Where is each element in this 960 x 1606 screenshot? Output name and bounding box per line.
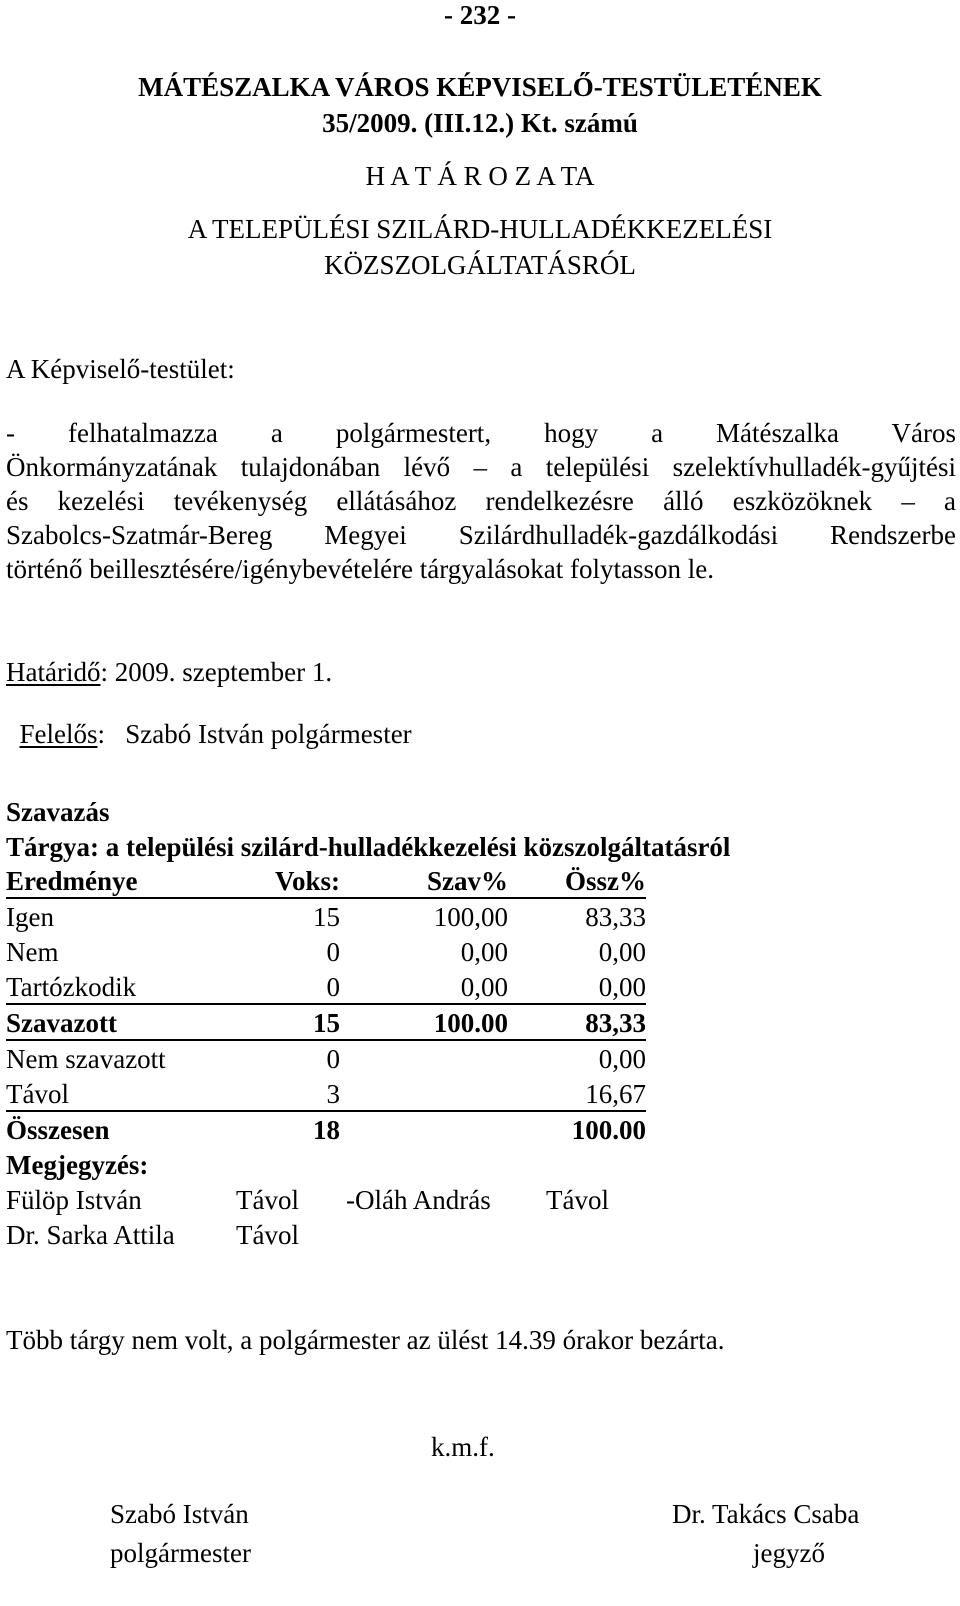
row-label: Összesen bbox=[6, 1115, 110, 1145]
note-status: Távol bbox=[236, 1220, 299, 1250]
cell-votes: 0 bbox=[326, 937, 340, 967]
responsible-line bbox=[6, 694, 412, 748]
table-row bbox=[6, 934, 646, 970]
cell-votes: 3 bbox=[326, 1079, 340, 1109]
column-header: Szav% bbox=[427, 866, 508, 896]
note-status: Távol bbox=[236, 1185, 299, 1215]
cell-total-percent: 100.00 bbox=[571, 1115, 646, 1145]
row-label: Nem bbox=[6, 937, 59, 967]
column-header: Eredménye bbox=[6, 866, 138, 896]
cell-total-percent: 16,67 bbox=[585, 1079, 646, 1109]
column-header: Össz% bbox=[565, 866, 646, 896]
cell-total-percent: 0,00 bbox=[598, 937, 646, 967]
cell-votes: 15 bbox=[313, 1008, 340, 1038]
resolution-number: 35/2009. (III.12.) Kt. számú bbox=[322, 108, 638, 138]
signature-right-title: jegyző bbox=[753, 1538, 825, 1568]
cell-vote-percent: 100.00 bbox=[433, 1008, 508, 1038]
deadline-label: Határidő bbox=[6, 657, 101, 687]
deadline-line bbox=[6, 659, 332, 686]
intro-text: A Képviselő-testület: bbox=[6, 354, 235, 384]
row-label: Igen bbox=[6, 902, 54, 932]
cell-votes: 18 bbox=[313, 1115, 340, 1145]
responsible-label: Felelős bbox=[19, 719, 98, 749]
row-label: Nem szavazott bbox=[6, 1044, 166, 1074]
note-name: Dr. Sarka Attila bbox=[6, 1220, 175, 1250]
paragraph-line: és kezelési tevékenység ellátásához rendelkezésre álló eszközöknek – a bbox=[6, 486, 956, 516]
table-row bbox=[6, 1005, 646, 1041]
cell-vote-percent: 100,00 bbox=[433, 902, 508, 932]
paragraph-line: történő beillesztésére/igénybevételére tárgyalásokat folytasson le. bbox=[6, 554, 714, 584]
resolution-title-line2: KÖZSZOLGÁLTATÁSRÓL bbox=[324, 250, 636, 280]
table-row bbox=[6, 1076, 646, 1112]
cell-total-percent: 0,00 bbox=[598, 1044, 646, 1074]
cell-votes: 0 bbox=[326, 1044, 340, 1074]
paragraph-line: Önkormányzatának tulajdonában lévő – a települési szelektívhulladék-gyűjtési bbox=[6, 452, 956, 482]
cell-vote-percent: 0,00 bbox=[460, 972, 508, 1002]
signature-left-title: polgármester bbox=[110, 1538, 251, 1568]
table-row bbox=[6, 1041, 646, 1077]
vote-heading: Szavazás bbox=[6, 797, 110, 827]
cell-vote-percent: 0,00 bbox=[460, 937, 508, 967]
table-row bbox=[6, 969, 646, 1005]
responsible-value: : Szabó István polgármester bbox=[97, 719, 412, 749]
deadline-value: : 2009. szeptember 1. bbox=[100, 657, 333, 687]
paragraph-line: Szabolcs-Szatmár-Bereg Megyei Szilárdhulladék-gazdálkodási Rendszerbe bbox=[6, 520, 956, 550]
note-name: Fülöp István bbox=[6, 1185, 142, 1215]
cell-total-percent: 83,33 bbox=[585, 1008, 646, 1038]
resolution-title-line1: A TELEPÜLÉSI SZILÁRD-HULLADÉKKEZELÉSI bbox=[187, 214, 773, 244]
table-row bbox=[6, 1112, 646, 1148]
signature-right-name: Dr. Takács Csaba bbox=[672, 1499, 860, 1529]
cell-votes: 0 bbox=[326, 972, 340, 1002]
note-status: Távol bbox=[546, 1185, 609, 1215]
paragraph-line: - felhatalmazza a polgármestert, hogy a Mátészalka Város bbox=[6, 418, 956, 448]
row-label: Távol bbox=[6, 1079, 69, 1109]
page-number: - 232 - bbox=[444, 0, 516, 30]
notes-label: Megjegyzés: bbox=[6, 1150, 149, 1180]
row-label: Szavazott bbox=[6, 1008, 117, 1038]
resolution-label: H A T Á R O Z A TA bbox=[365, 161, 595, 191]
row-label: Tartózkodik bbox=[6, 972, 137, 1002]
table-row bbox=[6, 899, 646, 935]
note-name: -Oláh András bbox=[346, 1185, 491, 1215]
column-header: Voks: bbox=[274, 866, 340, 896]
cell-total-percent: 0,00 bbox=[598, 972, 646, 1002]
vote-subject: Tárgya: a települési szilárd-hulladékkezelési közszolgáltatásról bbox=[6, 832, 731, 862]
cell-total-percent: 83,33 bbox=[585, 902, 646, 932]
kmf-label: k.m.f. bbox=[431, 1432, 495, 1462]
cell-votes: 15 bbox=[313, 902, 340, 932]
vote-table-header bbox=[6, 863, 646, 899]
council-name: MÁTÉSZALKA VÁROS KÉPVISELŐ-TESTÜLETÉNEK bbox=[138, 72, 822, 102]
closing-statement: Több tárgy nem volt, a polgármester az ülést 14.39 órakor bezárta. bbox=[6, 1325, 725, 1355]
signature-left-name: Szabó István bbox=[110, 1499, 249, 1529]
